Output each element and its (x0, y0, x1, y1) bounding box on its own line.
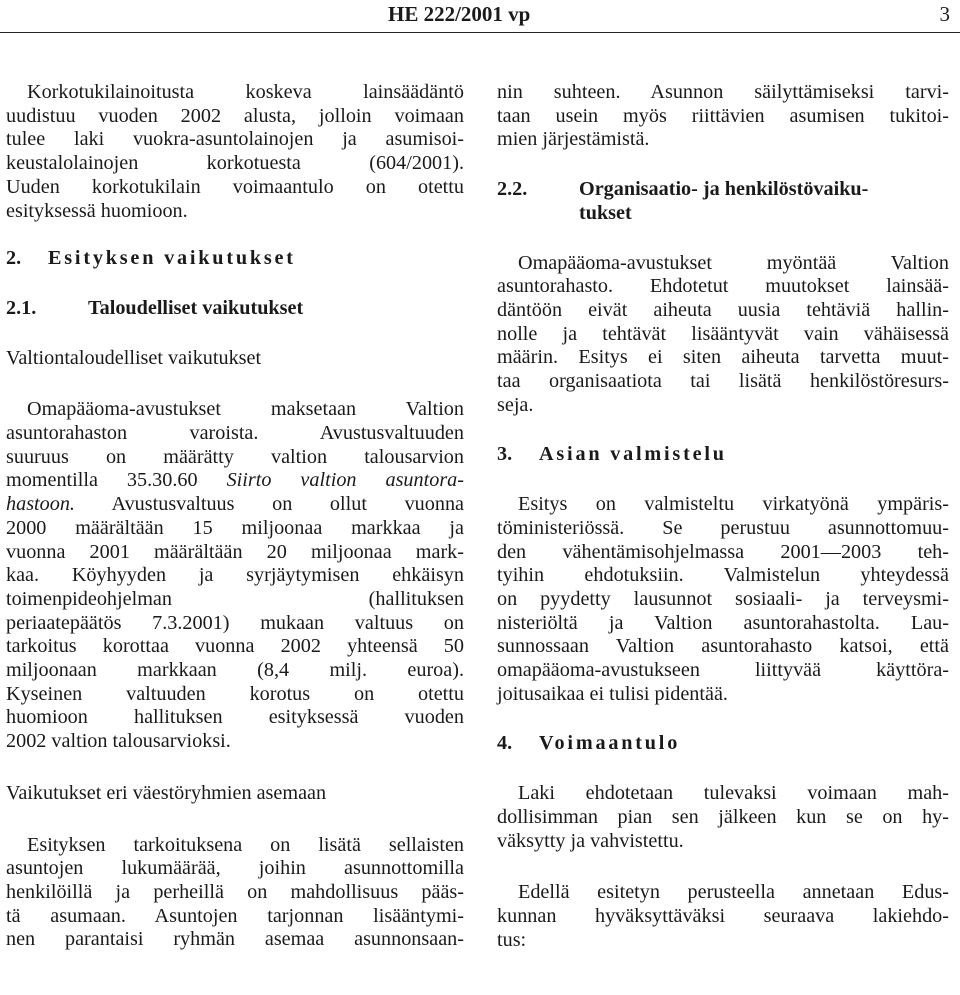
subsection-title-line: Organisaatio- ja henkilöstövaiku- (579, 178, 869, 201)
text-line: kunnan hyväksyttäväksi seuraava lakiehdo- (497, 904, 949, 927)
section-title: Asian valmistelu (539, 443, 727, 466)
subsection-number: 2.1. (6, 296, 37, 319)
text-line: Omapääoma-avustukset maksetaan Valtion (27, 398, 464, 421)
text-line: sunnossaan Valtion asuntorahasto katsoi, että (497, 635, 949, 658)
text-line: tyihin ehdotuksiin. Valmistelun yhteydessä (497, 564, 949, 587)
text-line: taa organisaatiota tai lisätä henkilöstöresurs- (497, 370, 949, 393)
text-line: joitusaikaa ei tulisi pidentää. (497, 682, 728, 705)
subsection-title-line: tukset (579, 201, 632, 224)
text-line: periaatepäätös 7.3.2001) mukaan valtuus on (6, 611, 464, 634)
subsection-title (579, 178, 949, 225)
text-line: asuntorahasto. Ehdotetut muutokset lainsää- (497, 275, 949, 298)
text-line (6, 493, 464, 517)
text-line: 2000 määrältään 15 miljoonaa markkaa ja (6, 516, 464, 539)
text-line: määrin. Esitys ei siten aiheuta tarvetta muut- (497, 346, 949, 369)
text-line: tulee laki vuokra-asuntolainojen ja asumisoi- (6, 128, 464, 151)
text-line: 2002 valtion talousarvioksi. (6, 730, 231, 753)
section-title: Esityksen vaikutukset (48, 247, 296, 270)
paragraph-organisaatio (497, 252, 949, 418)
paragraph-tarkoitus (6, 834, 464, 953)
text-line: väksytty ja vahvistettu. (497, 829, 684, 852)
text-span: Avustusvaltuus on ollut vuonna (74, 493, 464, 516)
moment-name-italic: Siirto valtion asuntora- (226, 469, 464, 492)
text-line: on pyydetty lausunnot sosiaali- ja terveysmi- (497, 587, 949, 610)
document-id: HE 222/2001 vp (388, 2, 531, 26)
section-number: 4. (497, 732, 513, 755)
text-line: asuntorahaston varoista. Avustusvaltuuden (6, 422, 464, 445)
right-column (497, 81, 949, 952)
paragraph-valmistelu (497, 493, 949, 706)
text-line: miljoonaan markkaan (8,4 milj. euroa). (6, 659, 464, 682)
text-line: töministeriössä. Se perustuu asunnottomuu- (497, 516, 949, 539)
heading-vaestoryhmat: Vaikutukset eri väestöryhmien asemaan (6, 781, 327, 804)
text-line: den vähentämisohjelmassa 2001—2003 teh- (497, 540, 949, 563)
left-column (6, 81, 464, 952)
text-line: Laki ehdotetaan tulevaksi voimaan mah- (518, 782, 949, 805)
text-line: uudistuu vuoden 2002 alusta, jolloin voimaan (6, 104, 464, 127)
paragraph-suhteen (497, 81, 949, 152)
text-line: kaa. Köyhyyden ja syrjäytymisen ehkäisyn (6, 564, 464, 587)
text-line: toimenpideohjelman (hallituksen (6, 587, 464, 610)
text-line: mien järjestämistä. (497, 128, 650, 151)
text-line: tä asumaan. Asuntojen tarjonnan lisääntymi- (6, 904, 464, 927)
section-heading-3 (497, 443, 949, 467)
text-line: Esitys on valmisteltu virkatyönä ympäris- (518, 493, 949, 516)
text-line: Edellä esitetyn perusteella annetaan Edus- (518, 881, 949, 904)
heading-valtiontaloudelliset: Valtiontaloudelliset vaikutukset (6, 346, 262, 369)
paragraph-korkotuki (6, 81, 464, 223)
text-line: vuonna 2001 määrältään 20 miljoonaa mark- (6, 540, 464, 563)
text-line (6, 469, 464, 493)
subsection-title: Taloudelliset vaikutukset (88, 296, 304, 319)
text-line: tus: (497, 928, 527, 951)
paragraph-voimaantulo (497, 782, 949, 853)
text-line: nisteriöltä ja Valtion asuntorahastolta. Lau- (497, 611, 949, 634)
text-line: Omapääoma-avustukset myöntää Valtion (518, 251, 949, 274)
text-line: huomioon hallituksen esityksessä vuoden (6, 706, 464, 729)
moment-name-italic: hastoon. (6, 493, 75, 516)
text-line: Korkotukilainoitusta koskeva lainsäädäntö (27, 81, 464, 103)
text-line: esityksessä huomioon. (6, 199, 188, 222)
text-line: nin suhteen. Asunnon säilyttämiseksi tarvi- (497, 81, 949, 103)
section-heading-2 (6, 247, 464, 271)
text-line: keustalolainojen korkotuesta (604/2001). (6, 152, 464, 175)
paragraph-omapaaoma (6, 398, 464, 754)
text-line: henkilöillä ja perheillä on mahdollisuus pääs- (6, 880, 464, 903)
page-number: 3 (939, 2, 950, 26)
subsection-heading-2-2 (497, 178, 949, 225)
text-line: nolle ja tehtävät lisääntyvät vain vähäisessä (497, 322, 949, 345)
text-line: däntöön eivät aiheuta uusia tehtäviä hallin- (497, 298, 949, 321)
text-span: momentilla 35.30.60 (6, 469, 227, 492)
section-title: Voimaantulo (539, 732, 681, 755)
text-line: Kyseinen valtuuden korotus on otettu (6, 682, 464, 705)
section-heading-4 (497, 732, 949, 756)
section-number: 2. (6, 247, 22, 270)
subsection-heading-2-1 (6, 297, 464, 321)
text-line: taan usein myös riittävien asumisen tukitoi- (497, 104, 949, 127)
paragraph-lakiehdotus (497, 881, 949, 952)
text-line: dollisimman pian sen jälkeen kun se on hy- (497, 805, 949, 828)
subsection-number: 2.2. (497, 178, 528, 201)
text-line: suuruus on määrätty valtion talousarvion (6, 445, 464, 468)
text-line: seja. (497, 393, 534, 416)
text-line: nen parantaisi ryhmän asemaa asunnonsaan- (6, 928, 464, 951)
section-number: 3. (497, 443, 513, 466)
header-rule (0, 32, 960, 33)
text-line: omapääoma-avustukseen liittyvää käyttöra- (497, 659, 949, 682)
text-line: Esityksen tarkoituksena on lisätä sellaisten (27, 833, 464, 856)
text-line: tarkoitus korottaa vuonna 2002 yhteensä 50 (6, 635, 464, 658)
text-line: Uuden korkotukilain voimaantulo on otettu (6, 175, 464, 198)
text-line: asuntojen lukumäärää, joihin asunnottomilla (6, 857, 464, 880)
